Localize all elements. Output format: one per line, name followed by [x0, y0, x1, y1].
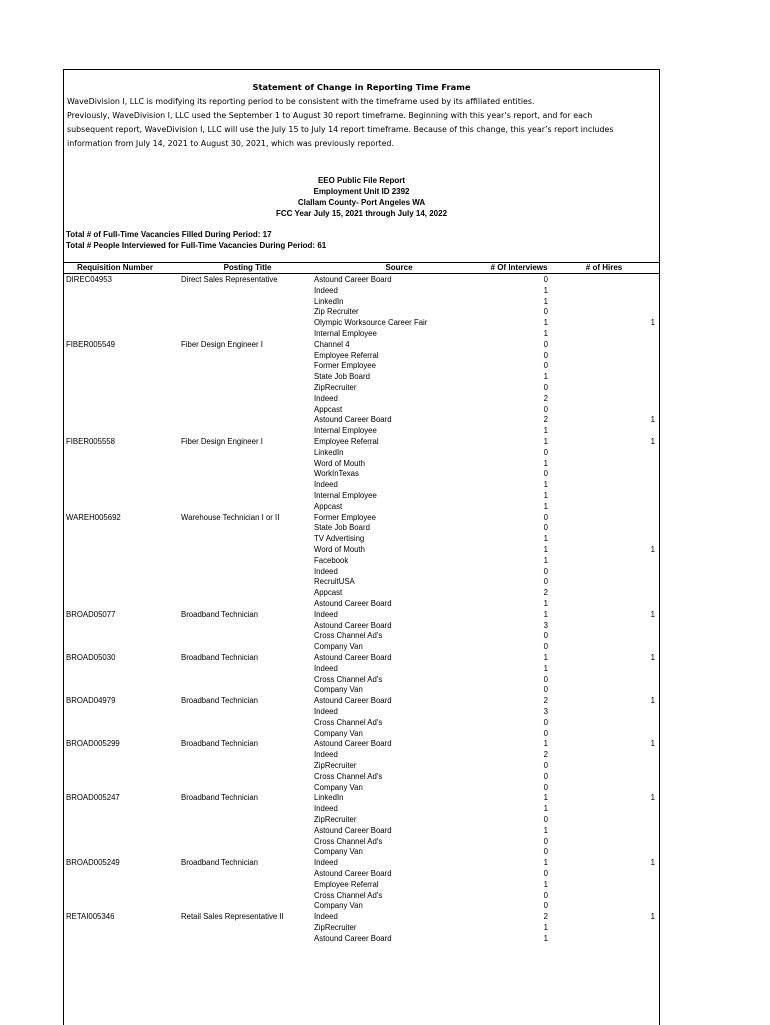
report-title: EEO Public File Report — [317, 176, 406, 185]
source: Former Employee — [314, 512, 376, 522]
interview-count: 0 — [543, 404, 548, 414]
interview-count: 0 — [543, 761, 548, 770]
interview-count: 0 — [543, 836, 548, 846]
interview-count: 0 — [543, 307, 548, 317]
source: Astound Career Board — [314, 933, 392, 943]
source: Indeed — [314, 707, 338, 716]
requisition-number: BROAD005299 — [66, 739, 120, 749]
interview-count: 1 — [543, 458, 548, 468]
source: Indeed — [314, 609, 338, 619]
column-rule — [64, 273, 659, 274]
interview-count: 1 — [543, 739, 548, 749]
source: Cross Channel Ad's — [314, 674, 383, 684]
source: Indeed — [314, 858, 338, 868]
source: Employee Referral — [314, 879, 379, 889]
interview-count: 0 — [543, 512, 548, 522]
col-header-requisition: Requisition Number — [76, 263, 153, 272]
source: Company Van — [314, 642, 363, 652]
source: Facebook — [314, 555, 349, 565]
source: Internal Employee — [314, 491, 377, 500]
source: State Job Board — [314, 523, 370, 533]
source: Internal Employee — [314, 426, 377, 436]
interview-count: 2 — [543, 415, 548, 425]
hire-count: 1 — [650, 318, 655, 328]
source: Appcast — [314, 588, 343, 598]
interview-count: 1 — [543, 285, 548, 295]
interview-count: 1 — [543, 804, 548, 814]
source: Company Van — [314, 901, 363, 911]
source: ZipRecruiter — [314, 383, 357, 392]
interview-count: 1 — [543, 329, 548, 338]
notice-title: Statement of Change in Reporting Time Frame — [252, 82, 471, 92]
source: Indeed — [314, 285, 338, 295]
interview-count: 1 — [543, 426, 548, 436]
source: Cross Channel Ad's — [314, 717, 383, 727]
hire-count: 1 — [650, 739, 655, 749]
source: Employee Referral — [314, 437, 379, 446]
source: Internal Employee — [314, 329, 377, 338]
requisition-number: BROAD005249 — [66, 858, 120, 868]
posting-title: Broadband Technician — [181, 858, 259, 868]
posting-title: Direct Sales Representative — [181, 275, 278, 284]
interview-count: 0 — [543, 815, 548, 824]
interview-count: 0 — [543, 847, 548, 857]
hire-count: 1 — [650, 437, 655, 446]
interview-count: 0 — [543, 728, 548, 738]
requisition-number: WAREH005692 — [66, 512, 121, 522]
source: Indeed — [314, 912, 338, 922]
source: State Job Board — [314, 372, 370, 382]
source: Zip Recruiter — [314, 307, 359, 317]
interview-count: 2 — [543, 393, 548, 403]
posting-title: Retail Sales Representative II — [181, 912, 284, 922]
source: WorkInTexas — [314, 469, 359, 479]
interview-count: 1 — [543, 491, 548, 500]
source: Cross Channel Ad's — [314, 890, 383, 900]
source: Astound Career Board — [314, 739, 392, 749]
source: Indeed — [314, 480, 338, 490]
interview-count: 0 — [543, 631, 548, 641]
posting-title: Broadband Technician — [181, 609, 259, 619]
source: Astound Career Board — [314, 653, 392, 662]
interview-count: 0 — [543, 361, 548, 371]
interview-count: 1 — [543, 545, 548, 554]
requisition-number: FIBER005549 — [66, 339, 115, 349]
source: Indeed — [314, 804, 338, 814]
requisition-number: BROAD05077 — [66, 609, 116, 619]
interview-count: 0 — [543, 890, 548, 900]
hire-count: 1 — [650, 696, 655, 706]
interview-count: 1 — [543, 663, 548, 673]
source: ZipRecruiter — [314, 923, 357, 932]
interview-count: 0 — [543, 901, 548, 911]
requisition-number: RETAI005346 — [66, 912, 115, 922]
interview-count: 0 — [543, 782, 548, 792]
requisition-number: BROAD04979 — [66, 696, 116, 706]
interview-count: 0 — [543, 771, 548, 781]
notice-line: WaveDivision I, LLC is modifying its reporting period to be consistent with the timeframe used by its affiliated entities. — [67, 97, 535, 106]
source: Company Van — [314, 685, 363, 695]
hire-count: 1 — [650, 609, 655, 619]
interview-count: 0 — [543, 869, 548, 878]
interview-count: 0 — [543, 566, 548, 576]
source: Appcast — [314, 501, 343, 511]
source: Employee Referral — [314, 350, 379, 360]
interview-count: 0 — [543, 447, 548, 457]
interview-count: 0 — [543, 339, 548, 349]
hire-count: 1 — [650, 545, 655, 554]
interview-count: 2 — [543, 696, 548, 706]
interview-count: 1 — [543, 825, 548, 835]
interview-count: 1 — [543, 501, 548, 511]
source: LinkedIn — [314, 296, 344, 306]
col-header-title: Posting Title — [223, 263, 272, 272]
source: Cross Channel Ad's — [314, 771, 383, 781]
source: Astound Career Board — [314, 415, 392, 425]
hire-count: 1 — [650, 912, 655, 922]
source: TV Advertising — [314, 534, 365, 544]
source: Astound Career Board — [314, 599, 392, 608]
interview-count: 1 — [543, 480, 548, 490]
col-header-interviews: # Of Interviews — [490, 263, 548, 272]
source: Cross Channel Ad's — [314, 836, 383, 846]
interview-count: 1 — [543, 923, 548, 932]
source: Astound Career Board — [314, 620, 392, 630]
source: LinkedIn — [314, 447, 344, 457]
interview-count: 1 — [543, 858, 548, 868]
report-period: FCC Year July 15, 2021 through July 14, 2022 — [275, 209, 448, 218]
source: Former Employee — [314, 361, 376, 371]
total-vacancies: Total # of Full-Time Vacancies Filled During Period: 17 — [66, 230, 272, 239]
requisition-number: DIREC04953 — [66, 275, 112, 284]
interview-count: 1 — [543, 437, 548, 446]
interview-count: 1 — [543, 609, 548, 619]
interview-count: 0 — [543, 469, 548, 479]
interview-count: 1 — [543, 534, 548, 544]
col-header-source: Source — [385, 263, 413, 272]
notice-line: Previously, WaveDivision I, LLC used the September 1 to August 30 report timeframe. Beginning with this year’s report, and for each — [67, 111, 593, 120]
posting-title: Broadband Technician — [181, 739, 259, 749]
interview-count: 0 — [543, 717, 548, 727]
interview-count: 1 — [543, 372, 548, 382]
interview-count: 1 — [543, 599, 548, 608]
posting-title: Broadband Technician — [181, 793, 259, 803]
source: Indeed — [314, 750, 338, 760]
source: Word of Mouth — [314, 458, 365, 468]
interview-count: 2 — [543, 750, 548, 760]
interview-count: 0 — [543, 350, 548, 360]
source: Astound Career Board — [314, 275, 392, 284]
interview-count: 3 — [543, 707, 548, 716]
source: Company Van — [314, 847, 363, 857]
interview-count: 0 — [543, 523, 548, 533]
source: Word of Mouth — [314, 545, 365, 554]
hire-count: 1 — [650, 793, 655, 803]
source: ZipRecruiter — [314, 815, 357, 824]
interview-count: 0 — [543, 642, 548, 652]
interview-count: 1 — [543, 296, 548, 306]
source: Cross Channel Ad's — [314, 631, 383, 641]
source: Appcast — [314, 404, 343, 414]
col-header-hires: # of Hires — [585, 263, 623, 272]
interview-count: 0 — [543, 275, 548, 284]
interview-count: 1 — [543, 555, 548, 565]
source: Astound Career Board — [314, 696, 392, 706]
employment-unit: Employment Unit ID 2392 — [313, 187, 410, 196]
interview-count: 3 — [543, 620, 548, 630]
source: Indeed — [314, 566, 338, 576]
source: Olympic Worksource Career Fair — [314, 318, 428, 328]
source: Company Van — [314, 782, 363, 792]
hire-count: 1 — [650, 653, 655, 662]
posting-title: Broadband Technician — [181, 653, 259, 662]
requisition-number: BROAD05030 — [66, 653, 116, 662]
interview-count: 2 — [543, 912, 548, 922]
source: Company Van — [314, 728, 363, 738]
source: Astound Career Board — [314, 869, 392, 878]
source: ZipRecruiter — [314, 761, 357, 770]
notice-line: subsequent report, WaveDivision I, LLC will use the July 15 to July 14 report timeframe. Because of this change, this year’s report includes — [67, 125, 614, 134]
interview-count: 0 — [543, 685, 548, 695]
source: Indeed — [314, 393, 338, 403]
source: RecruitUSA — [314, 577, 355, 587]
requisition-number: FIBER005558 — [66, 437, 115, 446]
interview-count: 0 — [543, 577, 548, 587]
interview-count: 1 — [543, 933, 548, 943]
report-page — [63, 69, 660, 1025]
requisition-number: BROAD005247 — [66, 793, 120, 803]
posting-title: Fiber Design Engineer I — [181, 339, 263, 349]
interview-count: 2 — [543, 588, 548, 598]
interview-count: 1 — [543, 318, 548, 328]
interview-count: 1 — [543, 793, 548, 803]
hire-count: 1 — [650, 858, 655, 868]
posting-title: Broadband Technician — [181, 696, 259, 706]
source: Channel 4 — [314, 339, 350, 349]
source: LinkedIn — [314, 793, 344, 803]
report-location: Clallam County- Port Angeles WA — [297, 198, 426, 207]
hire-count: 1 — [650, 415, 655, 425]
posting-title: Fiber Design Engineer I — [181, 437, 263, 446]
source: Indeed — [314, 663, 338, 673]
interview-count: 0 — [543, 674, 548, 684]
posting-title: Warehouse Technician I or II — [181, 512, 280, 522]
source: Astound Career Board — [314, 825, 392, 835]
interview-count: 1 — [543, 653, 548, 662]
notice-line: information from July 14, 2021 to August 30, 2021, which was previously reported. — [67, 139, 394, 148]
interview-count: 1 — [543, 879, 548, 889]
interview-count: 0 — [543, 383, 548, 392]
total-interviewed: Total # People Interviewed for Full-Time Vacancies During Period: 61 — [66, 241, 327, 250]
